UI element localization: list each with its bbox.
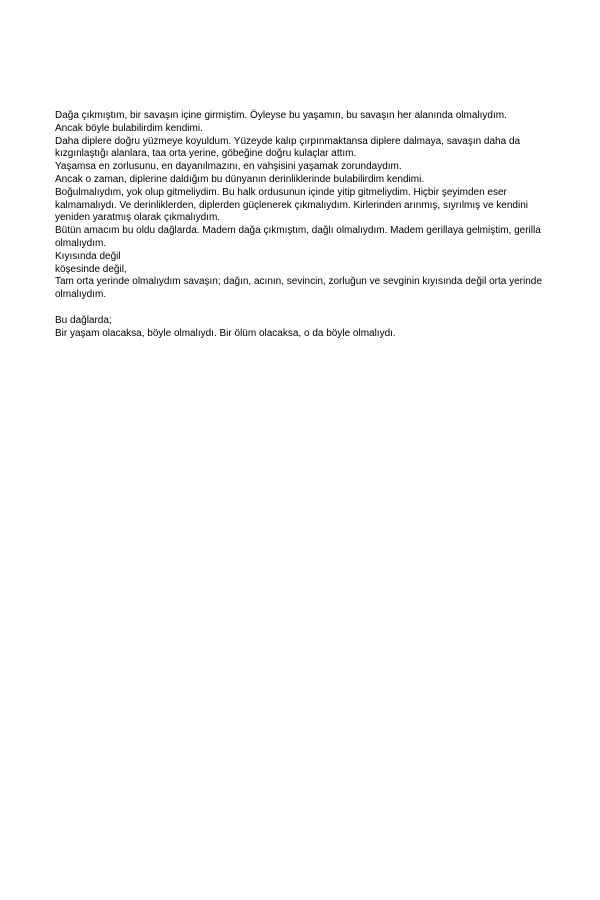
text-line: Ancak böyle bulabilirdim kendimi.	[55, 122, 203, 134]
closing-line: Bu dağlarda;	[55, 314, 112, 326]
text-paragraph: Boğulmalıydım, yok olup gitmeliydim. Bu halk ordusunun içinde yitip gitmeliydim. Hiçbir şeyimden eser kalmamalıydı. Ve derinliklerden, diplerden güçlenerek çıkmalıydım. Kirlerinden arınmış, sıyrılmış ve kendini yeniden yaratmış olarak çıkmalıydım.	[55, 186, 528, 224]
document-body	[55, 110, 545, 340]
text-paragraph: Tam orta yerinde olmalıydım savaşın; dağın, acının, sevincin, zorluğun ve sevginin kıyısında değil orta yerinde olmalıydım.	[55, 276, 542, 301]
text-paragraph: Daha diplere doğru yüzmeye koyuldum. Yüzeyde kalıp çırpınmaktansa diplere dalmaya, savaşın daha da kızgınlaştığı alanlara, taa orta yerine, göbeğine doğru kulaçlar attım.	[55, 135, 521, 160]
text-line: köşesinde değil,	[55, 263, 127, 275]
text-paragraph: Bütün amacım bu oldu dağlarda. Madem dağa çıkmıştım, dağlı olmalıydım. Madem gerillaya gelmiştim, gerilla olmalıydım.	[55, 225, 541, 249]
closing-line: Bir yaşam olacaksa, böyle olmalıydı. Bir ölüm olacaksa, o da böyle olmalıydı.	[55, 327, 396, 339]
text-line: Kıyısında değil	[55, 250, 121, 262]
text-line: Yaşamsa en zorlusunu, en dayanılmazını, en vahşisini yaşamak zorundaydım.	[55, 161, 402, 173]
paragraph-spacer	[55, 302, 545, 315]
text-line: Ancak o zaman, diplerine daldığım bu dünyanın derinliklerinde bulabilirdim kendimi.	[55, 173, 425, 185]
text-line: Dağa çıkmıştım, bir savaşın içine girmiştim. Öyleyse bu yaşamın, bu savaşın her alanında olmalıydım.	[55, 110, 507, 121]
